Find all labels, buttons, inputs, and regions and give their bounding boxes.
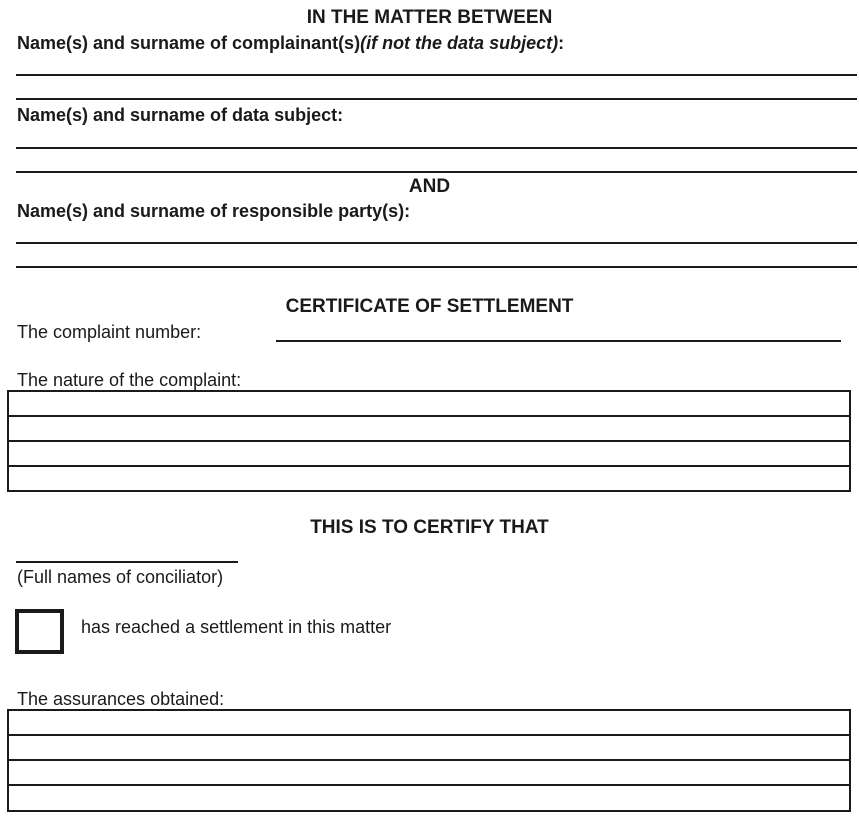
nature-row-1[interactable]	[9, 392, 849, 417]
conciliator-caption: (Full names of conciliator)	[17, 567, 224, 587]
complaint-number-line[interactable]	[276, 340, 841, 342]
data-subject-line-1[interactable]	[16, 147, 857, 149]
complainant-label-colon: :	[558, 33, 565, 53]
nature-of-complaint-label: The nature of the complaint:	[17, 370, 242, 390]
nature-row-2[interactable]	[9, 417, 849, 442]
assurances-row-3[interactable]	[9, 761, 849, 786]
nature-row-3[interactable]	[9, 442, 849, 467]
assurances-row-2[interactable]	[9, 736, 849, 761]
settlement-checkbox[interactable]	[15, 609, 64, 654]
assurances-box	[7, 709, 851, 812]
assurances-row-1[interactable]	[9, 711, 849, 736]
heading-certificate-of-settlement: CERTIFICATE OF SETTLEMENT	[285, 296, 574, 317]
settlement-text: has reached a settlement in this matter	[81, 617, 392, 637]
conciliator-name-line[interactable]	[16, 561, 238, 563]
nature-row-4[interactable]	[9, 467, 849, 492]
assurances-row-4[interactable]	[9, 786, 849, 811]
heading-this-is-to-certify: THIS IS TO CERTIFY THAT	[310, 517, 549, 538]
complainant-label-note: (if not the data subject)	[360, 33, 559, 53]
complainant-line-1[interactable]	[16, 74, 857, 76]
responsible-party-line-2[interactable]	[16, 266, 857, 268]
complaint-number-label: The complaint number:	[17, 322, 202, 342]
complainant-label	[17, 32, 564, 54]
responsible-party-label: Name(s) and surname of responsible party(s):	[17, 201, 411, 221]
data-subject-line-2[interactable]	[16, 171, 857, 173]
heading-and: AND	[408, 176, 451, 197]
nature-of-complaint-box	[7, 390, 851, 492]
assurances-label: The assurances obtained:	[17, 689, 225, 709]
complainant-line-2[interactable]	[16, 98, 857, 100]
responsible-party-line-1[interactable]	[16, 242, 857, 244]
complainant-label-text: Name(s) and surname of complainant(s)	[17, 33, 361, 53]
heading-in-the-matter-between: IN THE MATTER BETWEEN	[306, 7, 553, 28]
data-subject-label: Name(s) and surname of data subject:	[17, 105, 344, 125]
